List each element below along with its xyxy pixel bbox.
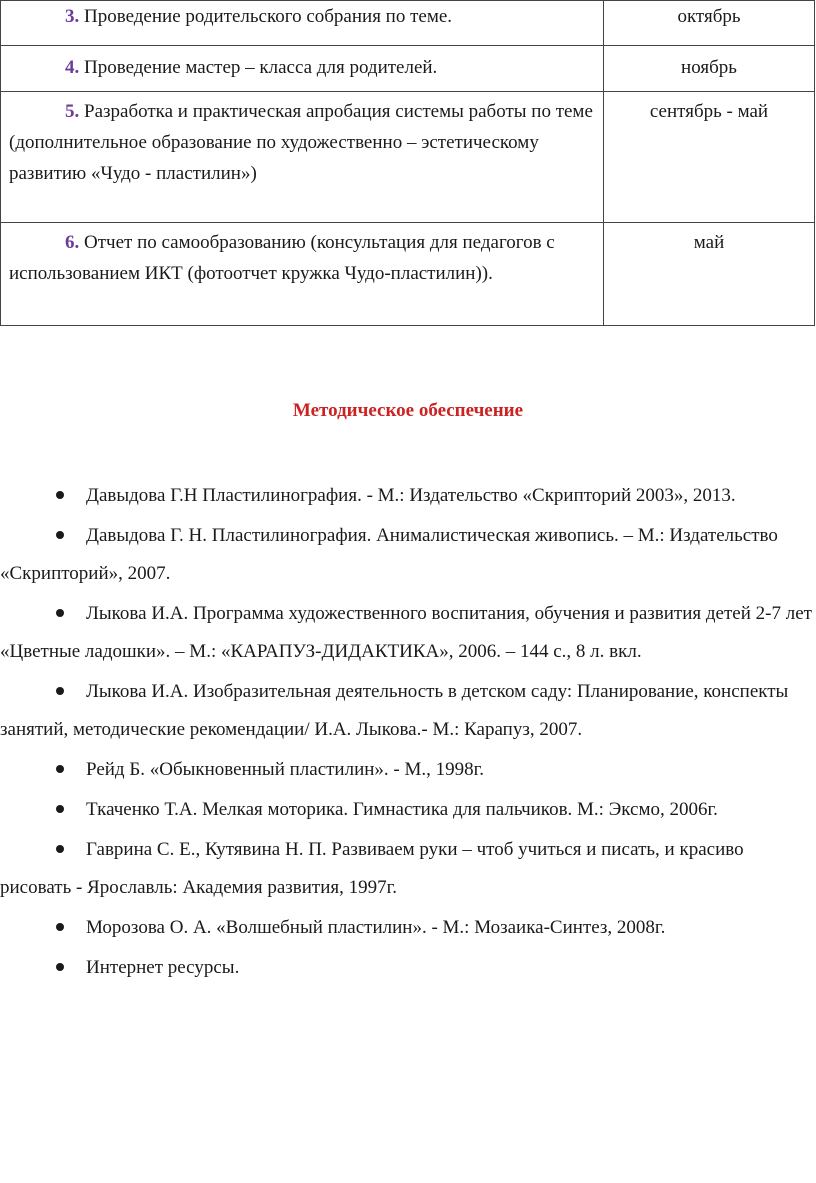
bullet-icon (56, 923, 64, 931)
task-text: Проведение мастер – класса для родителей. (84, 57, 438, 78)
date-cell: ноябрь (604, 46, 815, 92)
task-cell (1, 92, 604, 223)
row-number: 4. (65, 57, 80, 78)
list-item (0, 477, 812, 515)
list-item (0, 751, 812, 789)
table-row (1, 46, 815, 92)
references-list (0, 477, 812, 989)
row-number: 3. (65, 6, 80, 27)
bullet-icon (56, 765, 64, 773)
reference-text: Давыдова Г.Н Пластилинография. - М.: Издательство «Скрипторий 2003», 2013. (86, 485, 736, 506)
table-row (1, 1, 815, 46)
table-row (1, 92, 815, 223)
bullet-icon (56, 805, 64, 813)
date-cell: май (604, 223, 815, 326)
task-text: Разработка и практическая апробация системы работы по теме (дополнительное образование по художественно – эстетическому развитию «Чудо - пластилин») (9, 101, 593, 184)
list-item (0, 673, 812, 749)
task-text: Проведение родительского собрания по теме. (84, 6, 453, 27)
date-cell: сентябрь - май (604, 92, 815, 223)
reference-text: Давыдова Г. Н. Пластилинография. Анималистическая живопись. – М.: Издательство «Скрипторий», 2007. (0, 525, 778, 584)
row-number: 6. (65, 232, 80, 253)
bullet-icon (56, 531, 64, 539)
bullet-icon (56, 845, 64, 853)
section-title: Методическое обеспечение (292, 400, 524, 421)
list-item (0, 831, 812, 907)
table-row (1, 223, 815, 326)
task-cell (1, 46, 604, 92)
reference-text: Интернет ресурсы. (86, 957, 240, 978)
bullet-icon (56, 687, 64, 695)
reference-text: Лыкова И.А. Программа художественного воспитания, обучения и развития детей 2-7 лет «Цветные ладошки». – М.: «КАРАПУЗ-ДИДАКТИКА», 2006. – 144 с., 8 л. вкл. (0, 603, 812, 662)
list-item (0, 791, 812, 829)
reference-text: Гаврина С. Е., Кутявина Н. П. Развиваем руки – чтоб учиться и писать, и красиво рисовать - Ярославль: Академия развития, 1997г. (0, 839, 744, 898)
date-cell: октябрь (604, 1, 815, 46)
list-item (0, 909, 812, 947)
row-number: 5. (65, 101, 80, 122)
plan-table (0, 0, 815, 326)
list-item (0, 595, 812, 671)
reference-text: Ткаченко Т.А. Мелкая моторика. Гимнастика для пальчиков. М.: Эксмо, 2006г. (86, 799, 718, 820)
reference-text: Лыкова И.А. Изобразительная деятельность в детском саду: Планирование, конспекты занятий, методические рекомендации/ И.А. Лыкова.- М.: Карапуз, 2007. (0, 681, 789, 740)
task-cell (1, 223, 604, 326)
list-item (0, 949, 812, 987)
task-text: Отчет по самообразованию (консультация для педагогов с использованием ИКТ (фотоотчет кружка Чудо-пластилин)). (9, 232, 555, 284)
reference-text: Рейд Б. «Обыкновенный пластилин». - М., 1998г. (86, 759, 485, 780)
task-cell (1, 1, 604, 46)
bullet-icon (56, 963, 64, 971)
list-item (0, 517, 812, 593)
reference-text: Морозова О. А. «Волшебный пластилин». - М.: Мозаика-Синтез, 2008г. (86, 917, 666, 938)
bullet-icon (56, 491, 64, 499)
bullet-icon (56, 609, 64, 617)
